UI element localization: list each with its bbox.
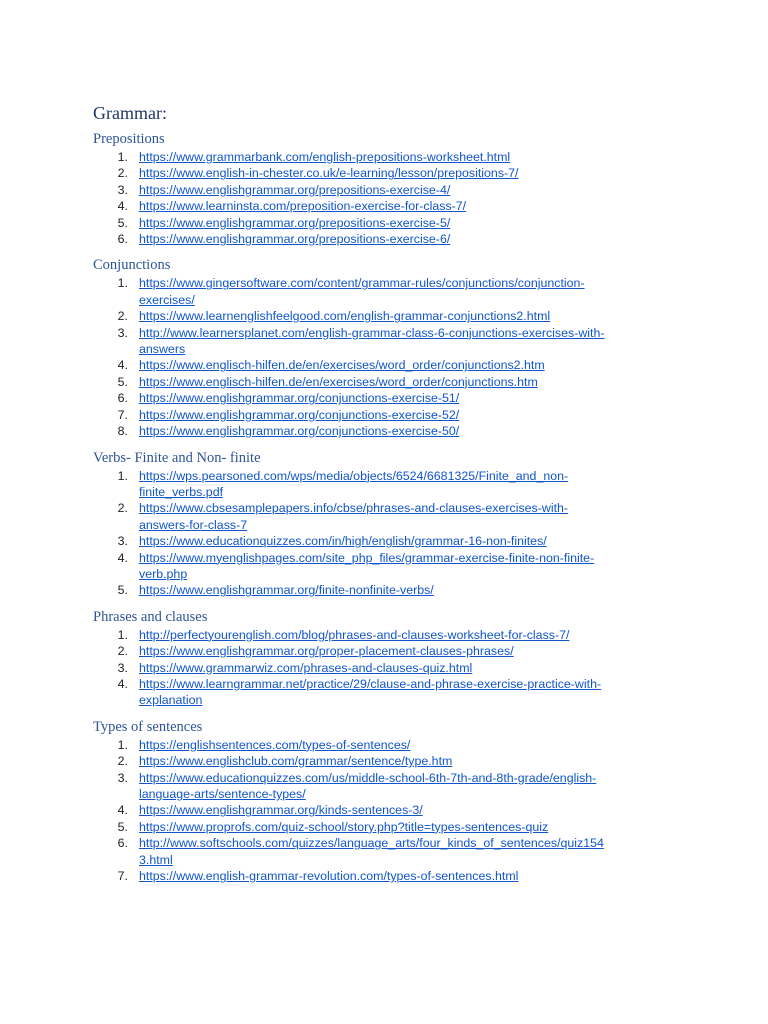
list-item (93, 802, 733, 818)
list-item-number: 1. (117, 150, 128, 164)
link-text: https://www.myenglishpages.com/site_php_files/grammar-exercise-finite-non-finite- (139, 550, 595, 565)
section (93, 130, 733, 247)
list-item (93, 407, 733, 423)
link-text: https://www.englishgrammar.org/conjunctions-exercise-50/ (139, 424, 460, 439)
link-text: https://englishsentences.com/types-of-sentences/ (139, 737, 411, 752)
link-text: https://www.grammarwiz.com/phrases-and-clauses-quiz.html (139, 660, 473, 675)
link[interactable] (139, 534, 547, 548)
document-page (93, 102, 733, 893)
list-item-number: 4. (117, 676, 128, 691)
list-item (93, 182, 733, 198)
section-heading: Types of sentences (93, 718, 203, 735)
list-item-number: 7. (117, 869, 128, 884)
list-item (93, 468, 733, 501)
link[interactable] (139, 309, 550, 323)
list-item-number: 1. (117, 468, 128, 483)
section-heading: Phrases and clauses (93, 608, 208, 625)
link-text: https://www.english-grammar-revolution.com/types-of-sentences.html (139, 869, 519, 884)
list-item-number: 6. (117, 232, 128, 247)
link-text: https://www.englishclub.com/grammar/sentence/type.htm (139, 754, 453, 769)
list-item (93, 737, 733, 753)
list-item-number: 3. (117, 534, 128, 549)
list-item-number: 4. (117, 803, 128, 818)
link-text: https://www.englishgrammar.org/kinds-sentences-3/ (139, 803, 423, 818)
link[interactable] (139, 408, 459, 422)
list-item-number: 2. (117, 501, 128, 516)
list-item-number: 6. (117, 836, 128, 851)
link[interactable] (139, 628, 569, 642)
link-text: exercises/ (139, 292, 195, 307)
link[interactable] (139, 469, 568, 499)
list-item-number: 6. (117, 391, 128, 406)
list-item (93, 676, 733, 709)
list-item (93, 325, 733, 358)
list-item (93, 627, 733, 643)
link[interactable] (139, 738, 410, 752)
link-text: https://www.englishgrammar.org/prepositions-exercise-6/ (139, 232, 451, 247)
list-item (93, 819, 733, 835)
link-list (93, 627, 733, 709)
list-item-number: 5. (117, 819, 128, 834)
link-text: https://www.englishgrammar.org/conjunctions-exercise-51/ (139, 391, 460, 406)
link[interactable] (139, 166, 518, 180)
link-list (93, 275, 733, 439)
link-text: https://www.grammarbank.com/english-prepositions-worksheet.html (139, 150, 511, 164)
section-heading: Prepositions (93, 131, 165, 147)
link-text: https://www.proprofs.com/quiz-school/story.php?title=types-sentences-quiz (139, 819, 549, 834)
section (93, 718, 733, 885)
link[interactable] (139, 232, 450, 246)
list-item (93, 165, 733, 181)
document-title: Grammar: (93, 103, 167, 123)
list-item-number: 8. (117, 424, 128, 439)
link-text: https://www.educationquizzes.com/us/middle-school-6th-7th-and-8th-grade/english- (139, 770, 597, 785)
link-text: explanation (139, 693, 203, 708)
list-item (93, 215, 733, 231)
link-list (93, 468, 733, 599)
list-item-number: 2. (117, 309, 128, 324)
link-text: https://www.englisch-hilfen.de/en/exercises/word_order/conjunctions2.htm (139, 358, 545, 373)
link-text: https://www.educationquizzes.com/in/high/english/grammar-16-non-finites/ (139, 534, 547, 549)
list-item-number: 3. (117, 660, 128, 675)
list-item-number: 5. (117, 583, 128, 598)
link[interactable] (139, 276, 585, 306)
list-item-number: 5. (117, 374, 128, 389)
link-text: https://www.englishgrammar.org/finite-nonfinite-verbs/ (139, 583, 434, 598)
list-item (93, 374, 733, 390)
link[interactable] (139, 869, 518, 883)
list-item (93, 423, 733, 439)
link-text: https://wps.pearsoned.com/wps/media/objects/6524/6681325/Finite_and_non- (139, 468, 569, 483)
link[interactable] (139, 754, 452, 768)
list-item-number: 4. (117, 199, 128, 214)
link-text: https://www.gingersoftware.com/content/grammar-rules/conjunctions/conjunction- (139, 276, 585, 291)
link-text: https://www.learngrammar.net/practice/29/clause-and-phrase-exercise-practice-with- (139, 676, 602, 691)
list-item (93, 308, 733, 324)
link[interactable] (139, 771, 596, 801)
link-text: verb.php (139, 566, 188, 581)
link[interactable] (139, 551, 594, 581)
list-item-number: 1. (117, 276, 128, 291)
link[interactable] (139, 803, 423, 817)
link-text: https://www.englisch-hilfen.de/en/exercises/word_order/conjunctions.htm (139, 374, 538, 389)
list-item-number: 4. (117, 550, 128, 565)
link-text: https://www.englishgrammar.org/prepositions-exercise-4/ (139, 182, 451, 197)
list-item-number: 5. (117, 215, 128, 230)
link-text: https://www.learninsta.com/preposition-exercise-for-class-7/ (139, 199, 467, 214)
list-item (93, 198, 733, 214)
list-item (93, 231, 733, 247)
list-item-number: 3. (117, 770, 128, 785)
link[interactable] (139, 375, 538, 389)
list-item (93, 533, 733, 549)
link[interactable] (139, 583, 434, 597)
link-text: finite_verbs.pdf (139, 484, 224, 499)
list-item (93, 770, 733, 803)
list-item-number: 2. (117, 166, 128, 181)
list-item-number: 2. (117, 644, 128, 659)
link-text: http://www.learnersplanet.com/english-grammar-class-6-conjunctions-exercises-with- (139, 325, 605, 340)
list-item (93, 835, 733, 868)
section-heading: Conjunctions (93, 257, 171, 274)
link[interactable] (139, 358, 545, 372)
link[interactable] (139, 150, 510, 164)
section (93, 608, 733, 709)
link[interactable] (139, 199, 466, 213)
link-text: 3.html (139, 852, 173, 867)
link-text: https://www.learnenglishfeelgood.com/english-grammar-conjunctions2.html (139, 309, 551, 324)
link[interactable] (139, 644, 514, 658)
link[interactable] (139, 424, 459, 438)
list-item (93, 550, 733, 583)
link-text: https://www.english-in-chester.co.uk/e-learning/lesson/prepositions-7/ (139, 166, 519, 181)
list-item-number: 1. (117, 737, 128, 752)
list-item (93, 753, 733, 769)
link[interactable] (139, 677, 601, 707)
list-item (93, 500, 733, 533)
link-list (93, 149, 733, 247)
link[interactable] (139, 661, 472, 675)
link-text: https://www.englishgrammar.org/conjunctions-exercise-52/ (139, 407, 460, 422)
link-text: language-arts/sentence-types/ (139, 787, 306, 801)
link[interactable] (139, 183, 450, 197)
link-text: answers (139, 342, 186, 357)
link-text: http://perfectyourenglish.com/blog/phrases-and-clauses-worksheet-for-class-7/ (139, 627, 570, 642)
list-item (93, 660, 733, 676)
list-item (93, 643, 733, 659)
list-item (93, 582, 733, 598)
link-text: https://www.englishgrammar.org/proper-placement-clauses-phrases/ (139, 644, 514, 659)
link-text: http://www.softschools.com/quizzes/language_arts/four_kinds_of_sentences/quiz154 (139, 836, 604, 851)
list-item-number: 3. (117, 182, 128, 197)
link-text: https://www.englishgrammar.org/prepositions-exercise-5/ (139, 215, 451, 230)
section-heading: Verbs- Finite and Non- finite (93, 449, 261, 466)
list-item (93, 149, 733, 165)
list-item-number: 4. (117, 358, 128, 373)
section (93, 256, 733, 439)
list-item-number: 2. (117, 754, 128, 769)
link[interactable] (139, 820, 548, 834)
list-item (93, 357, 733, 373)
list-item (93, 868, 733, 884)
list-item-number: 1. (117, 627, 128, 642)
list-item (93, 390, 733, 406)
list-item-number: 7. (117, 407, 128, 422)
link[interactable] (139, 326, 605, 356)
link[interactable] (139, 216, 450, 230)
link-list (93, 737, 733, 885)
section (93, 449, 733, 599)
list-item (93, 275, 733, 308)
link-text: answers-for-class-7 (139, 517, 248, 532)
sections-container (93, 130, 733, 884)
link-text: https://www.cbsesamplepapers.info/cbse/phrases-and-clauses-exercises-with- (139, 501, 569, 516)
link[interactable] (139, 501, 568, 531)
link[interactable] (139, 391, 459, 405)
list-item-number: 3. (117, 325, 128, 340)
link[interactable] (139, 836, 604, 866)
